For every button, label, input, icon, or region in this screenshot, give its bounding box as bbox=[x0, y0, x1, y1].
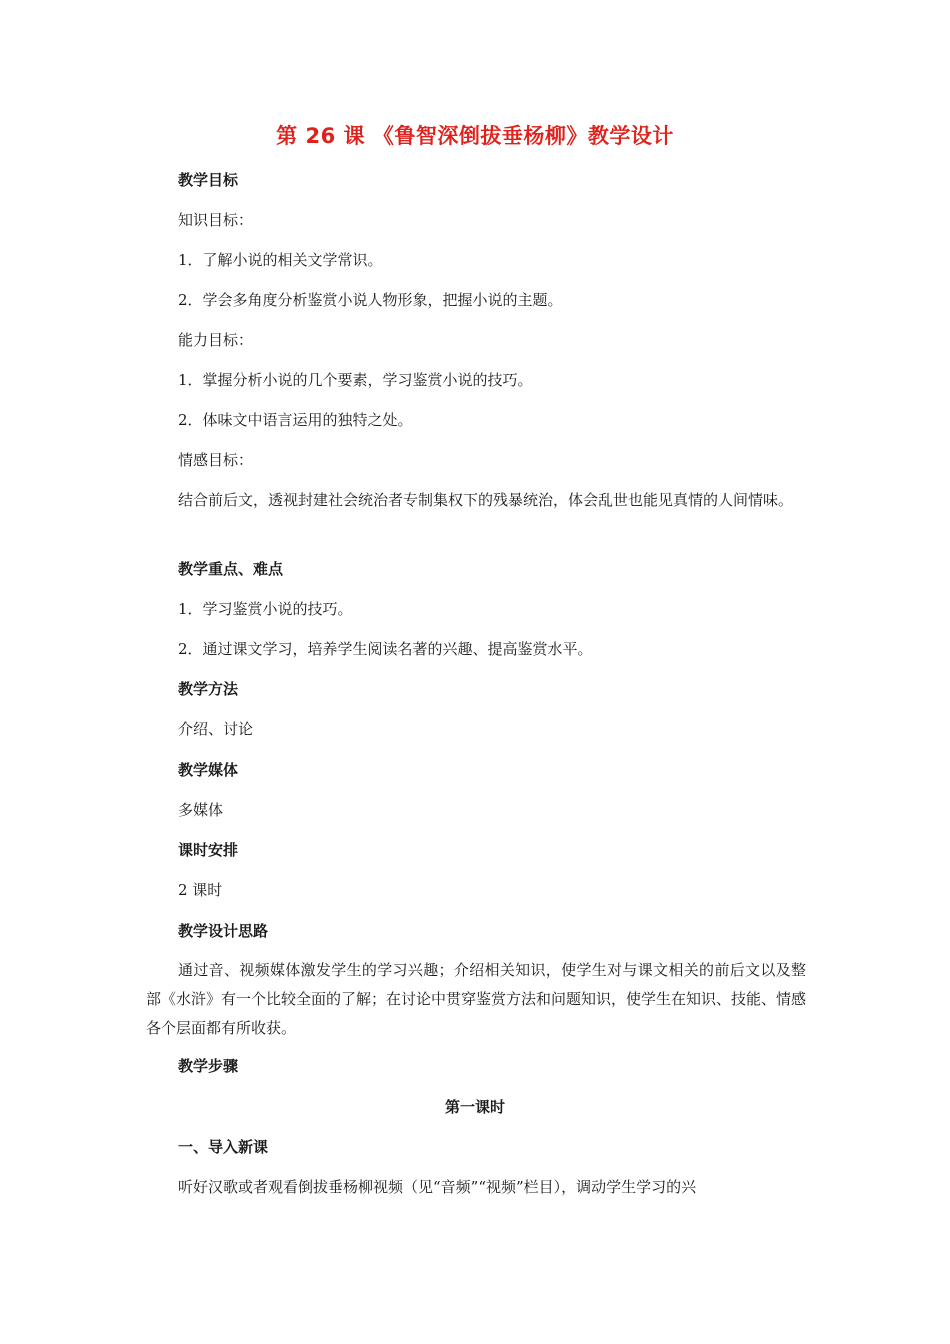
emotion-label: 情感目标： bbox=[178, 451, 254, 469]
media-heading: 教学媒体 bbox=[178, 761, 239, 779]
objectives-heading: 教学目标 bbox=[178, 171, 239, 189]
ability-item-2: 2．体味文中语言运用的独特之处。 bbox=[178, 411, 413, 429]
section-one-heading: 一、导入新课 bbox=[178, 1138, 269, 1156]
key-point-item-2: 2．通过课文学习，培养学生阅读名著的兴趣、提高鉴赏水平。 bbox=[178, 640, 593, 658]
section-one-text: 听好汉歌或者观看倒拔垂杨柳视频（见“音频”“视频”栏目），调动学生学习的兴 bbox=[178, 1178, 697, 1196]
media-text: 多媒体 bbox=[178, 801, 224, 819]
schedule-text: 2 课时 bbox=[178, 881, 223, 899]
lesson-one-heading: 第一课时 bbox=[444, 1098, 505, 1116]
document-title: 第 26 课 《鲁智深倒拔垂杨柳》教学设计 bbox=[276, 124, 674, 148]
design-heading: 教学设计思路 bbox=[178, 922, 269, 940]
steps-heading: 教学步骤 bbox=[178, 1057, 239, 1075]
knowledge-item-1: 1．了解小说的相关文学常识。 bbox=[178, 251, 383, 269]
design-paragraph: 通过音、视频媒体激发学生的学习兴趣；介绍相关知识，使学生对与课文相关的前后文以及整部《水浒》有一个比较全面的了解；在讨论中贯穿鉴赏方法和问题知识，使学生在知识、技能、情感各个层面都有所收获。 bbox=[146, 961, 807, 1037]
knowledge-label: 知识目标： bbox=[178, 211, 254, 229]
schedule-heading: 课时安排 bbox=[178, 841, 239, 859]
ability-item-1: 1．掌握分析小说的几个要素，学习鉴赏小说的技巧。 bbox=[178, 371, 533, 389]
emotion-paragraph: 结合前后文，透视封建社会统治者专制集权下的残暴统治，体会乱世也能见真情的人间情味。 bbox=[178, 491, 794, 509]
key-points-heading: 教学重点、难点 bbox=[178, 560, 284, 578]
key-point-item-1: 1．学习鉴赏小说的技巧。 bbox=[178, 600, 353, 618]
method-heading: 教学方法 bbox=[178, 680, 239, 698]
ability-label: 能力目标： bbox=[178, 331, 254, 349]
method-text: 介绍、讨论 bbox=[178, 720, 254, 738]
knowledge-item-2: 2．学会多角度分析鉴赏小说人物形象，把握小说的主题。 bbox=[178, 291, 563, 309]
